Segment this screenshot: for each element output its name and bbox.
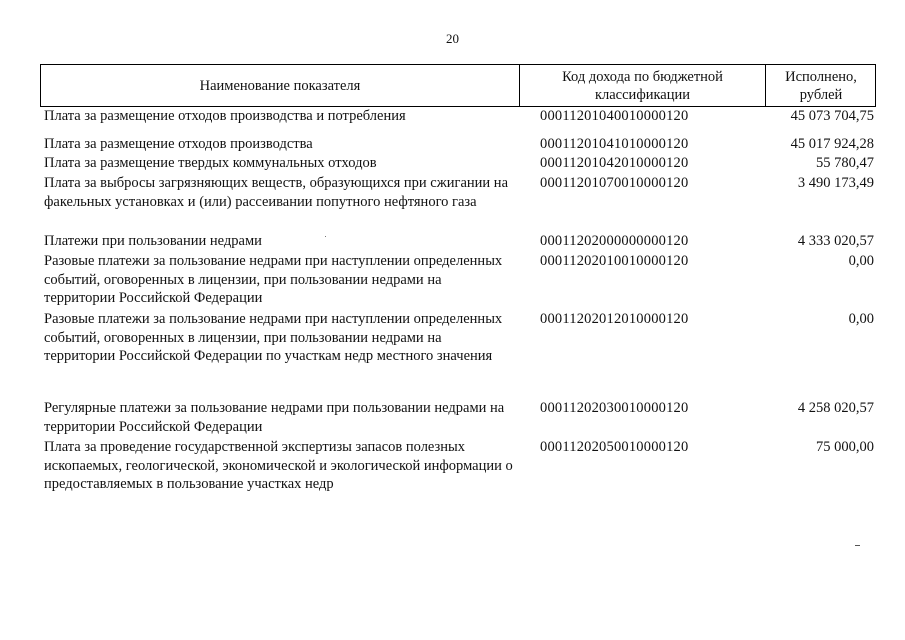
row-code: 00011201040010000120 xyxy=(540,108,689,124)
row-code: 00011202010010000120 xyxy=(540,253,689,269)
row-name: Разовые платежи за пользование недрами при наступлении определенных событий, оговоренных в лицензии, при пользовании недрами на территории Российской Федерации по участкам недр местного значения xyxy=(44,311,503,365)
row-name: Плата за размещение отходов производства xyxy=(44,136,313,152)
table-header xyxy=(40,64,876,107)
row-code: 00011201042010000120 xyxy=(540,155,689,171)
row-name: Разовые платежи за пользование недрами при наступлении определенных событий, оговоренных в лицензии, при пользовании недрами на территории Российской Федерации xyxy=(44,253,503,307)
row-name: Плата за проведение государственной экспертизы запасов полезных ископаемых, геологической, экономической и экологической информации о предоставляемых в пользование участках недр xyxy=(44,439,513,493)
column-header-amount: Исполнено, рублей xyxy=(765,65,876,106)
column-header-name: Наименование показателя xyxy=(199,77,361,94)
row-amount: 4 333 020,57 xyxy=(797,233,874,249)
scan-mark xyxy=(855,545,860,546)
column-header-code: Код дохода по бюджетной классификации xyxy=(519,65,765,106)
row-name: Плата за выбросы загрязняющих веществ, образующихся при сжигании на факельных установках и (или) рассеивании попутного нефтяного газа xyxy=(44,175,509,210)
row-amount: 45 073 704,75 xyxy=(790,108,874,124)
row-code: 00011202000000000120 xyxy=(540,233,689,249)
row-amount: 45 017 924,28 xyxy=(790,136,874,152)
row-amount: 3 490 173,49 xyxy=(797,175,874,191)
row-code: 00011201041010000120 xyxy=(540,136,689,152)
row-name: Регулярные платежи за пользование недрами при пользовании недрами на территории Российской Федерации xyxy=(44,400,505,435)
row-code: 00011202050010000120 xyxy=(540,439,689,455)
row-amount: 4 258 020,57 xyxy=(797,400,874,416)
row-code: 00011202012010000120 xyxy=(540,311,689,327)
row-code: 00011202030010000120 xyxy=(540,400,689,416)
row-amount: 0,00 xyxy=(848,311,874,327)
row-name: Плата за размещение твердых коммунальных отходов xyxy=(44,155,377,171)
row-amount: 75 000,00 xyxy=(816,439,874,455)
row-name: Плата за размещение отходов производства и потребления xyxy=(44,108,406,124)
scan-speck xyxy=(325,236,326,237)
row-amount: 55 780,47 xyxy=(816,155,874,171)
page-number: 20 xyxy=(446,31,459,46)
row-amount: 0,00 xyxy=(848,253,874,269)
row-name: Платежи при пользовании недрами xyxy=(44,233,262,249)
row-code: 00011201070010000120 xyxy=(540,175,689,191)
